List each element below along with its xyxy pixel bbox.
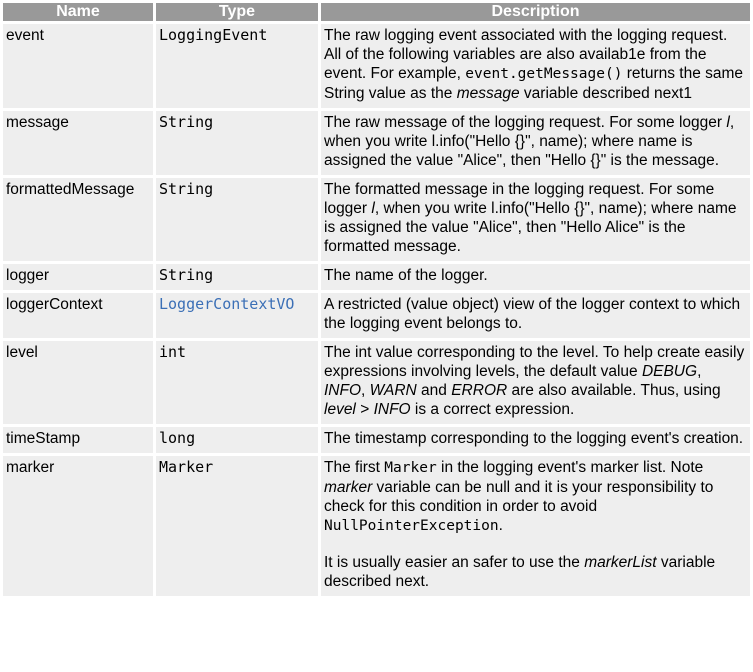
table-row <box>3 178 750 261</box>
var-type: Marker <box>156 456 318 596</box>
header-row <box>3 3 750 21</box>
var-name: message <box>3 111 153 175</box>
table-row <box>3 427 750 453</box>
var-description: The timestamp corresponding to the logging event's creation. <box>321 427 750 453</box>
var-type: String <box>156 178 318 261</box>
table-row <box>3 456 750 596</box>
var-name: event <box>3 24 153 108</box>
var-type <box>156 293 318 338</box>
logger-context-vo-link[interactable]: LoggerContextVO <box>159 295 295 313</box>
var-name: timeStamp <box>3 427 153 453</box>
header-name: Name <box>3 3 153 21</box>
var-type: String <box>156 111 318 175</box>
table-row <box>3 341 750 424</box>
header-type: Type <box>156 3 318 21</box>
var-type: long <box>156 427 318 453</box>
var-name: level <box>3 341 153 424</box>
header-description: Description <box>321 3 750 21</box>
var-name: loggerContext <box>3 293 153 338</box>
var-description: The formatted message in the logging request. For some logger l, when you write l.info("Hello {}", name); where name is assigned the value "Alice", then "Hello Alice" is the formatted message. <box>321 178 750 261</box>
table-row <box>3 24 750 108</box>
var-description <box>321 456 750 596</box>
var-name: marker <box>3 456 153 596</box>
var-type: String <box>156 264 318 290</box>
var-type: LoggingEvent <box>156 24 318 108</box>
marker-paragraph-1: The first Marker in the logging event's marker list. Note marker variable can be null and it is your responsibility to check for this condition in order to avoid NullPointerException. <box>324 459 714 534</box>
marker-paragraph-2: It is usually easier an safer to use the markerList variable described next. <box>324 554 716 590</box>
table-row <box>3 111 750 175</box>
var-description: A restricted (value object) view of the logger context to which the logging event belongs to. <box>321 293 750 338</box>
var-description: The raw message of the logging request. For some logger l, when you write l.info("Hello {}", name); where name is assigned the value "Alice", then "Hello {}" is the message. <box>321 111 750 175</box>
table-row <box>3 264 750 290</box>
var-description: The int value corresponding to the level. To help create easily expressions involving levels, the default value DEBUG, INFO, WARN and ERROR are also available. Thus, using level > INFO is a correct expression. <box>321 341 750 424</box>
var-name: formattedMessage <box>3 178 153 261</box>
var-name: logger <box>3 264 153 290</box>
var-type: int <box>156 341 318 424</box>
var-description: The raw logging event associated with the logging request. All of the following variables are also availab1e from the event. For example, event.getMessage() returns the same String value as the message variable described next1 <box>321 24 750 108</box>
var-description: The name of the logger. <box>321 264 750 290</box>
table-row <box>3 293 750 338</box>
